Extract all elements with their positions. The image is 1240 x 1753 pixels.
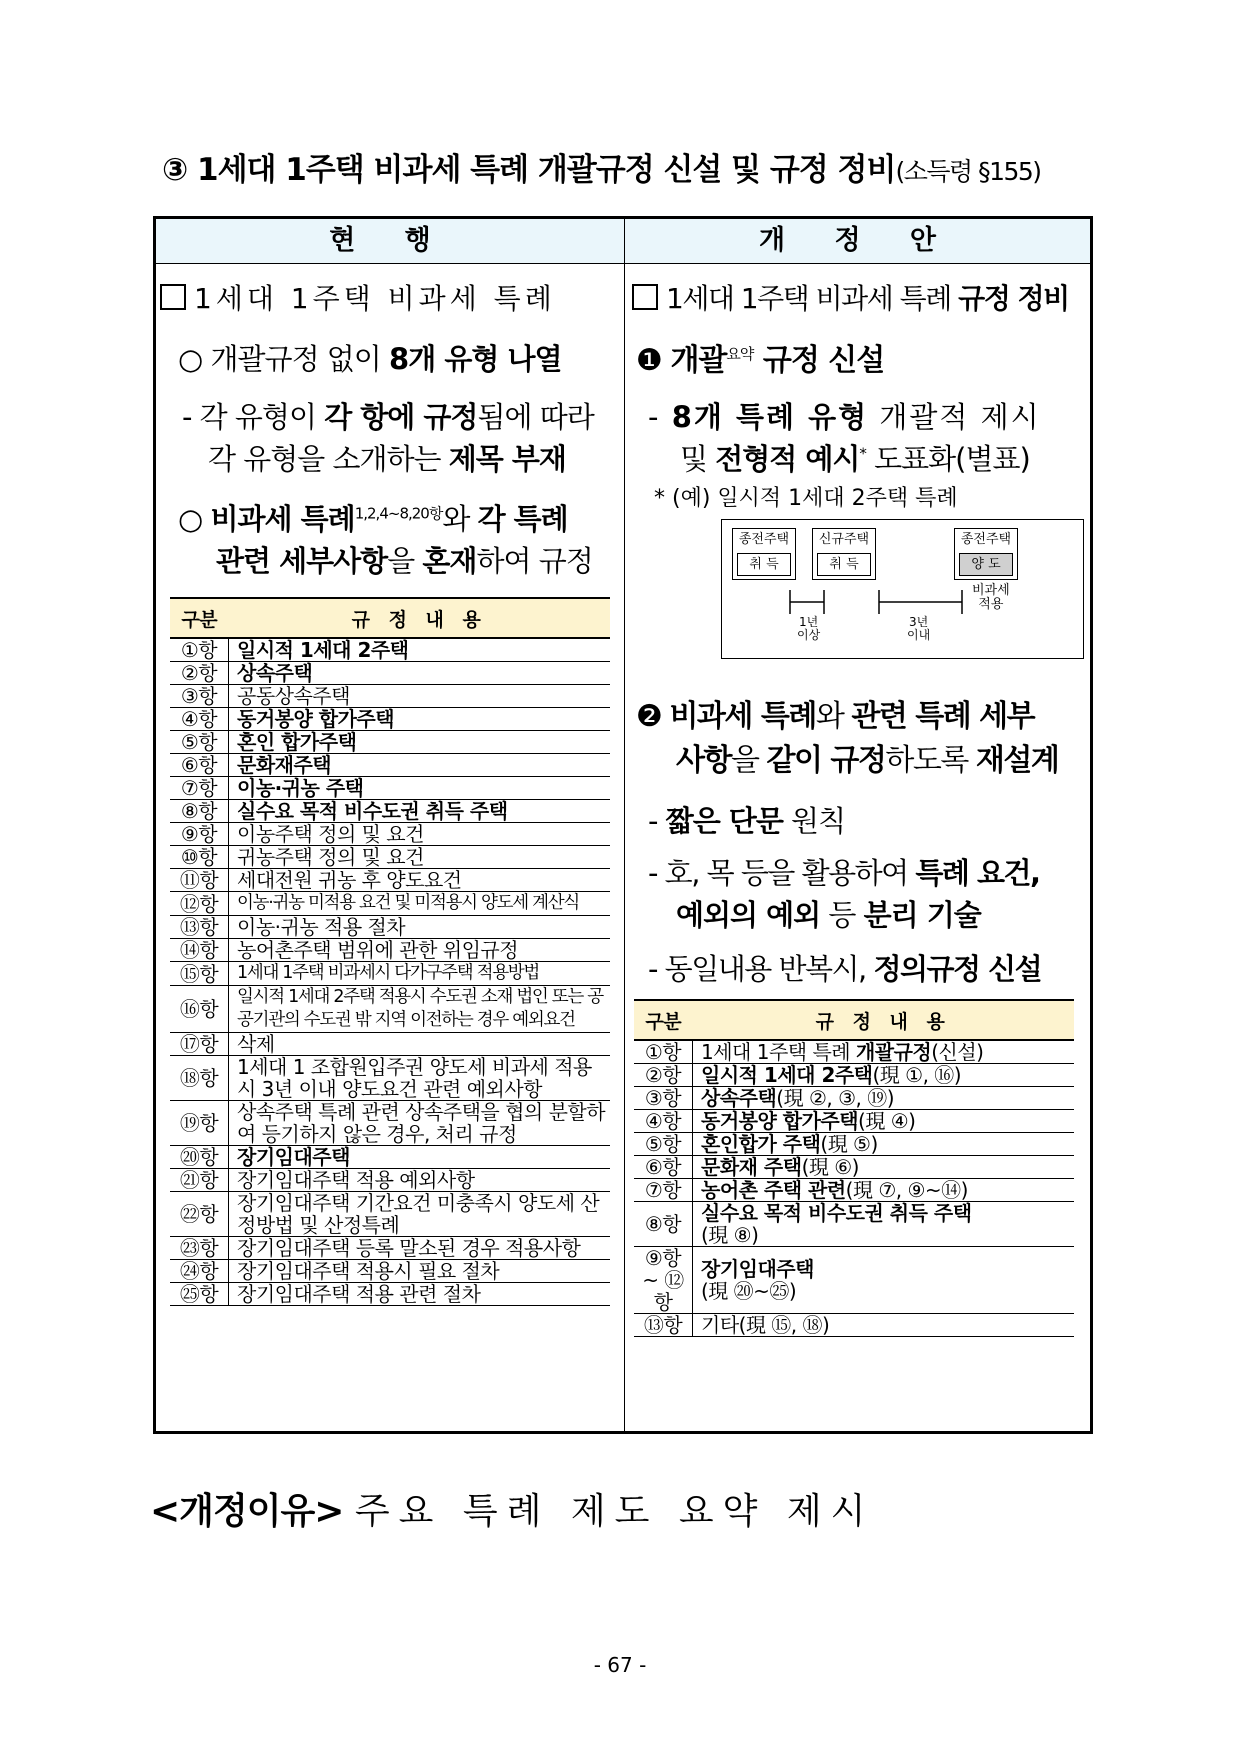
row-content-bold: 장기임대주택 bbox=[701, 1257, 814, 1281]
page-number: - 67 - bbox=[593, 1653, 647, 1677]
row-content-ref: (現 ⑳~㉕) bbox=[701, 1279, 797, 1303]
text-bold: 8개 특례 유형 bbox=[671, 400, 869, 434]
column-divider bbox=[624, 263, 625, 1431]
right-table-col-content: 규 정 내 용 bbox=[693, 1000, 1075, 1040]
row-number: ⑧항 bbox=[170, 800, 229, 823]
timeline-arrows bbox=[722, 580, 1083, 620]
table-row bbox=[634, 1202, 1074, 1247]
row-content-text: 일시적 1세대 2주택 적용시 수도권 소재 법인 또는 공공기관의 수도권 밖 지역 이전하는 경우 예외요건 bbox=[237, 987, 603, 1030]
label-three-years bbox=[907, 616, 930, 642]
text: 와 bbox=[815, 699, 852, 734]
table-row bbox=[170, 731, 610, 754]
table-row bbox=[170, 638, 610, 662]
row-number: ④항 bbox=[170, 708, 229, 731]
row-number: ⑫항 bbox=[170, 892, 229, 916]
row-content bbox=[693, 1064, 1075, 1087]
table-row bbox=[170, 1237, 610, 1260]
row-content bbox=[229, 1192, 611, 1237]
row-content-bold: 문화재 주택 bbox=[701, 1155, 802, 1179]
row-content-bold: 상속주택 bbox=[701, 1086, 777, 1110]
text: ○ 개괄규정 없이 bbox=[178, 342, 390, 376]
row-content-ref: (신설) bbox=[931, 1040, 984, 1064]
diagram-box-old-acquire bbox=[732, 528, 796, 580]
table-row bbox=[634, 1133, 1074, 1156]
row-content bbox=[693, 1247, 1075, 1314]
row-content-bold: 개괄규정 bbox=[855, 1040, 932, 1064]
row-content-text: 삭제 bbox=[237, 1032, 275, 1056]
right-table-col-division: 구분 bbox=[634, 1000, 693, 1040]
text-bold: 특례 요건, bbox=[915, 856, 1040, 890]
right-point-1 bbox=[636, 335, 884, 379]
row-content-text: 1세대 1 조합원입주권 양도세 비과세 적용시 3년 이내 양도요건 관련 예외사항 bbox=[237, 1055, 592, 1101]
row-number: ⑬항 bbox=[170, 916, 229, 939]
row-content-text: 혼인 합가주택 bbox=[237, 730, 357, 754]
label-one-year bbox=[797, 616, 820, 642]
text: 이상 bbox=[797, 628, 821, 642]
row-content-text: 공동상속주택 bbox=[237, 684, 350, 708]
text: 적용 bbox=[978, 597, 1004, 612]
row-content bbox=[229, 939, 611, 962]
text-bold: 관련 세부사항 bbox=[216, 544, 388, 578]
row-content-text: 장기임대주택 적용 관련 절차 bbox=[237, 1282, 481, 1306]
row-content bbox=[693, 1179, 1075, 1202]
text-bold: 비과세 특례 bbox=[210, 502, 355, 536]
right-point-2-line2 bbox=[676, 735, 1058, 779]
text: 을 bbox=[730, 743, 767, 778]
text: 등 bbox=[820, 898, 864, 932]
text: 이내 bbox=[907, 628, 931, 642]
diagram-box-old-transfer bbox=[954, 528, 1018, 580]
row-number: ①항 bbox=[170, 638, 229, 662]
row-number: ⑮항 bbox=[170, 962, 229, 986]
right-dash-4 bbox=[648, 947, 1041, 988]
text: 도표화(별표) bbox=[865, 442, 1030, 476]
row-number: ④항 bbox=[634, 1110, 693, 1133]
table-row bbox=[170, 916, 610, 939]
row-content-text: 1세대 1주택 특례 bbox=[701, 1040, 856, 1064]
text: - 호, 목 등을 활용하여 bbox=[648, 856, 916, 890]
text-bold: 혼재 bbox=[422, 544, 477, 578]
left-table-col-division: 구분 bbox=[170, 598, 229, 638]
text-bold: 제목 부재 bbox=[448, 442, 566, 476]
right-dash-2 bbox=[648, 799, 845, 840]
table-row bbox=[170, 754, 610, 777]
text: ○ bbox=[178, 502, 211, 536]
left-dash-1 bbox=[182, 395, 594, 436]
table-row bbox=[634, 1179, 1074, 1202]
left-table-col-content: 규 정 내 용 bbox=[229, 598, 611, 638]
row-number: ⑱항 bbox=[170, 1056, 229, 1101]
row-content-text: 실수요 목적 비수도권 취득 주택 bbox=[237, 799, 508, 823]
row-content-text: 귀농주택 정의 및 요건 bbox=[237, 845, 424, 869]
amendment-reason bbox=[150, 1483, 874, 1534]
text: 됨에 따라 bbox=[477, 400, 594, 434]
left-dash-1-line2 bbox=[208, 437, 566, 478]
text: 와 bbox=[442, 502, 478, 536]
label-nontaxable bbox=[972, 584, 1010, 612]
table-row bbox=[170, 777, 610, 800]
text: 신규주택 bbox=[818, 532, 870, 547]
text: - 각 유형이 bbox=[182, 400, 325, 434]
text-bold: 같이 규정 bbox=[766, 743, 886, 778]
row-content bbox=[229, 962, 611, 986]
row-content bbox=[229, 662, 611, 685]
row-content-text: 장기임대주택 기간요건 미충족시 양도세 산정방법 및 산정특례 bbox=[237, 1191, 600, 1237]
row-content bbox=[229, 1033, 611, 1056]
row-number: ⑪항 bbox=[170, 869, 229, 892]
table-row bbox=[170, 662, 610, 685]
row-content-text: 일시적 1세대 2주택 bbox=[237, 638, 409, 662]
row-number: ②항 bbox=[170, 662, 229, 685]
table-row bbox=[170, 1260, 610, 1283]
row-content bbox=[229, 1101, 611, 1146]
text-bold: 규정 정비 bbox=[958, 282, 1069, 315]
header-current: 현 행 bbox=[156, 219, 625, 264]
row-content-bold: 실수요 목적 비수도권 취득 주택 bbox=[701, 1201, 972, 1225]
row-content-bold: 혼인합가 주택 bbox=[701, 1132, 821, 1156]
right-dash-1 bbox=[648, 395, 1041, 436]
text-bold: 정의규정 신설 bbox=[873, 952, 1042, 986]
row-content bbox=[229, 1146, 611, 1169]
section-title bbox=[162, 144, 1041, 189]
row-number: ⑦항 bbox=[634, 1179, 693, 1202]
row-content bbox=[693, 1314, 1075, 1337]
row-number: ⑭항 bbox=[170, 939, 229, 962]
text: 1년 bbox=[798, 615, 819, 629]
row-content bbox=[229, 1169, 611, 1192]
row-content-ref: (現 ②, ③, ⑲) bbox=[776, 1086, 895, 1110]
checkbox-square-icon bbox=[160, 284, 186, 310]
text: 각 유형을 소개하는 bbox=[208, 442, 449, 476]
table-row bbox=[634, 1087, 1074, 1110]
text: 양 도 bbox=[959, 553, 1013, 576]
table-row bbox=[170, 939, 610, 962]
row-number: ⑥항 bbox=[170, 754, 229, 777]
text: 1세대 1주택 비과세 특례 bbox=[666, 282, 959, 315]
row-content bbox=[229, 1260, 611, 1283]
table-row bbox=[634, 1156, 1074, 1179]
right-provision-table bbox=[634, 999, 1074, 1337]
row-content bbox=[229, 986, 611, 1033]
table-row bbox=[170, 1033, 610, 1056]
row-content bbox=[693, 1133, 1075, 1156]
text: 취 득 bbox=[737, 553, 791, 576]
row-number: ①항 bbox=[634, 1040, 693, 1064]
superscript: 1,2,4~8,20항 bbox=[354, 504, 443, 523]
table-row bbox=[170, 685, 610, 708]
row-content bbox=[229, 846, 611, 869]
row-content-ref: (現 ⑮, ⑱) bbox=[738, 1313, 830, 1337]
table-row bbox=[170, 1146, 610, 1169]
row-content bbox=[693, 1087, 1075, 1110]
row-number: ㉑항 bbox=[170, 1169, 229, 1192]
text-bold: 각 항에 규정 bbox=[324, 400, 478, 434]
row-content bbox=[229, 754, 611, 777]
row-content bbox=[229, 708, 611, 731]
row-content bbox=[229, 731, 611, 754]
reason-label: <개정이유> bbox=[150, 1491, 344, 1532]
text-bold: 개괄 bbox=[670, 343, 727, 378]
header-proposed: 개 정 안 bbox=[625, 219, 1090, 264]
section-title-text: ③ 1세대 1주택 비과세 특례 개괄규정 신설 및 규정 정비 bbox=[162, 152, 896, 188]
row-content-text: 상속주택 bbox=[237, 661, 313, 685]
row-content bbox=[229, 685, 611, 708]
text: - 동일내용 반복시, bbox=[648, 952, 874, 986]
text-bold: 전형적 예시 bbox=[715, 442, 860, 476]
text-bold: 재설계 bbox=[975, 743, 1059, 778]
left-bullet-2-line2 bbox=[216, 539, 593, 580]
table-row bbox=[634, 1247, 1074, 1314]
reason-text: 주요 특례 제도 요약 제시 bbox=[354, 1491, 875, 1532]
checkbox-square-icon bbox=[632, 284, 658, 310]
text: - bbox=[648, 400, 672, 434]
table-row bbox=[170, 1169, 610, 1192]
text-bold: 짧은 단문 bbox=[665, 804, 783, 838]
row-content-text: 이농·귀농 주택 bbox=[237, 776, 364, 800]
row-content bbox=[229, 869, 611, 892]
row-number: ⑳항 bbox=[170, 1146, 229, 1169]
row-content-text: 이농주택 정의 및 요건 bbox=[237, 822, 424, 846]
row-number: ⑦항 bbox=[170, 777, 229, 800]
table-row bbox=[170, 986, 610, 1033]
row-number: ㉕항 bbox=[170, 1283, 229, 1306]
row-content-bold: 일시적 1세대 2주택 bbox=[701, 1063, 873, 1087]
row-content-text: 장기임대주택 등록 말소된 경우 적용사항 bbox=[237, 1236, 581, 1260]
table-row bbox=[170, 869, 610, 892]
text-bold: 사항 bbox=[676, 743, 731, 778]
text: 개괄적 제시 bbox=[868, 400, 1041, 434]
row-content bbox=[229, 1283, 611, 1306]
row-number: ⑨항 bbox=[170, 823, 229, 846]
right-heading bbox=[632, 277, 1069, 317]
table-row bbox=[170, 1101, 610, 1146]
table-row bbox=[170, 892, 610, 916]
table-row bbox=[634, 1040, 1074, 1064]
text-bold: 관련 특례 세부 bbox=[851, 699, 1035, 734]
row-content-text: 기타 bbox=[701, 1313, 739, 1337]
table-row bbox=[170, 708, 610, 731]
text-bold: 분리 기술 bbox=[863, 898, 981, 932]
row-content bbox=[229, 638, 611, 662]
text: 종전주택 bbox=[738, 532, 790, 547]
left-provision-table bbox=[170, 597, 610, 1306]
row-content bbox=[229, 892, 611, 916]
row-number: ③항 bbox=[634, 1087, 693, 1110]
row-content bbox=[693, 1156, 1075, 1179]
row-content-text: 장기임대주택 적용시 필요 절차 bbox=[237, 1259, 500, 1283]
row-content bbox=[229, 800, 611, 823]
row-number: ⑨항 ~ ⑫항 bbox=[634, 1247, 693, 1314]
section-title-ref: (소득령 §155) bbox=[895, 157, 1041, 186]
row-content-text: 장기임대주택 bbox=[237, 1145, 350, 1169]
row-number: ⑩항 bbox=[170, 846, 229, 869]
row-content-text: 농어촌주택 범위에 관한 위임규정 bbox=[237, 938, 519, 962]
table-row bbox=[170, 962, 610, 986]
row-content-bold: 동거봉양 합가주택 bbox=[701, 1109, 859, 1133]
superscript: * bbox=[859, 444, 866, 463]
table-row bbox=[634, 1110, 1074, 1133]
right-dash-3-line2 bbox=[676, 893, 981, 934]
text-bold: 규정 신설 bbox=[753, 343, 885, 378]
right-point-2 bbox=[636, 691, 1034, 735]
text: 을 bbox=[387, 544, 423, 578]
text-bold: 비과세 특례 bbox=[669, 699, 816, 734]
row-content bbox=[229, 1056, 611, 1101]
text: 하여 규정 bbox=[476, 544, 593, 578]
comparison-table bbox=[153, 216, 1093, 1434]
row-number: ⑰항 bbox=[170, 1033, 229, 1056]
table-row bbox=[170, 1283, 610, 1306]
row-number: ⑯항 bbox=[170, 986, 229, 1033]
text-bold: 8개 유형 나열 bbox=[389, 342, 562, 376]
number-2-icon: ❷ bbox=[636, 699, 662, 734]
row-number: ⑤항 bbox=[170, 731, 229, 754]
table-row bbox=[170, 1192, 610, 1237]
row-content bbox=[693, 1040, 1075, 1064]
timeline-diagram bbox=[721, 519, 1084, 659]
text-bold: 각 특례 bbox=[477, 502, 568, 536]
row-content-ref: (現 ①, ⑯) bbox=[872, 1063, 962, 1087]
number-1-icon: ❶ bbox=[636, 343, 662, 378]
table-row bbox=[170, 800, 610, 823]
table-row bbox=[170, 823, 610, 846]
table-row bbox=[634, 1064, 1074, 1087]
row-content bbox=[229, 1237, 611, 1260]
text: 취 득 bbox=[817, 553, 871, 576]
text: 종전주택 bbox=[960, 532, 1012, 547]
row-number: ⑤항 bbox=[634, 1133, 693, 1156]
row-content bbox=[229, 777, 611, 800]
right-note: * (예) 일시적 1세대 2주택 특례 bbox=[654, 486, 958, 511]
row-content-text: 상속주택 특례 관련 상속주택을 협의 분할하여 등기하지 않은 경우, 처리 규정 bbox=[237, 1100, 606, 1146]
text: 및 bbox=[680, 442, 716, 476]
text-bold: 예외의 예외 bbox=[676, 898, 821, 932]
row-content-text: 이농·귀농 미적용 요건 및 미적용시 양도세 계산식 bbox=[237, 893, 579, 913]
table-row bbox=[170, 846, 610, 869]
row-number: ㉓항 bbox=[170, 1237, 229, 1260]
left-bullet-1 bbox=[178, 337, 562, 378]
row-content bbox=[229, 823, 611, 846]
row-content-text: 세대전원 귀농 후 양도요건 bbox=[237, 868, 462, 892]
right-dash-3 bbox=[648, 851, 1040, 892]
left-heading-text: 1세대 1주택 비과세 특례 bbox=[194, 282, 556, 315]
row-content-ref: (現 ⑧) bbox=[701, 1223, 759, 1247]
text: - bbox=[648, 804, 666, 838]
row-number: ②항 bbox=[634, 1064, 693, 1087]
row-content-text: 1세대 1주택 비과세시 다가구주택 적용방법 bbox=[237, 963, 540, 983]
row-content bbox=[693, 1202, 1075, 1247]
text: 3년 bbox=[908, 615, 929, 629]
row-number: ③항 bbox=[170, 685, 229, 708]
superscript: 요약 bbox=[726, 345, 754, 363]
table-row bbox=[170, 1056, 610, 1101]
row-number: ⑧항 bbox=[634, 1202, 693, 1247]
row-number: ⑲항 bbox=[170, 1101, 229, 1146]
row-content-text: 문화재주택 bbox=[237, 753, 332, 777]
row-content-ref: (現 ⑥) bbox=[801, 1155, 859, 1179]
right-dash-1-line2 bbox=[680, 437, 1030, 478]
text: 하도록 bbox=[885, 743, 976, 778]
row-number: ⑥항 bbox=[634, 1156, 693, 1179]
row-content bbox=[229, 916, 611, 939]
row-content bbox=[693, 1110, 1075, 1133]
left-bullet-2 bbox=[178, 497, 568, 538]
row-content-ref: (現 ⑦, ⑨~⑭) bbox=[845, 1178, 968, 1202]
row-content-bold: 농어촌 주택 관련 bbox=[701, 1178, 846, 1202]
row-content-text: 동거봉양 합가주택 bbox=[237, 707, 395, 731]
text: 원칙 bbox=[782, 804, 846, 838]
row-number: ㉔항 bbox=[170, 1260, 229, 1283]
row-content-text: 이농·귀농 적용 절차 bbox=[237, 915, 406, 939]
row-number: ㉒항 bbox=[170, 1192, 229, 1237]
text: 비과세 bbox=[972, 583, 1010, 598]
diagram-box-new-acquire bbox=[812, 528, 876, 580]
row-content-ref: (現 ⑤) bbox=[820, 1132, 878, 1156]
left-heading bbox=[160, 277, 556, 317]
row-content-text: 장기임대주택 적용 예외사항 bbox=[237, 1168, 475, 1192]
table-row bbox=[634, 1314, 1074, 1337]
row-number: ⑬항 bbox=[634, 1314, 693, 1337]
row-content-ref: (現 ④) bbox=[858, 1109, 916, 1133]
